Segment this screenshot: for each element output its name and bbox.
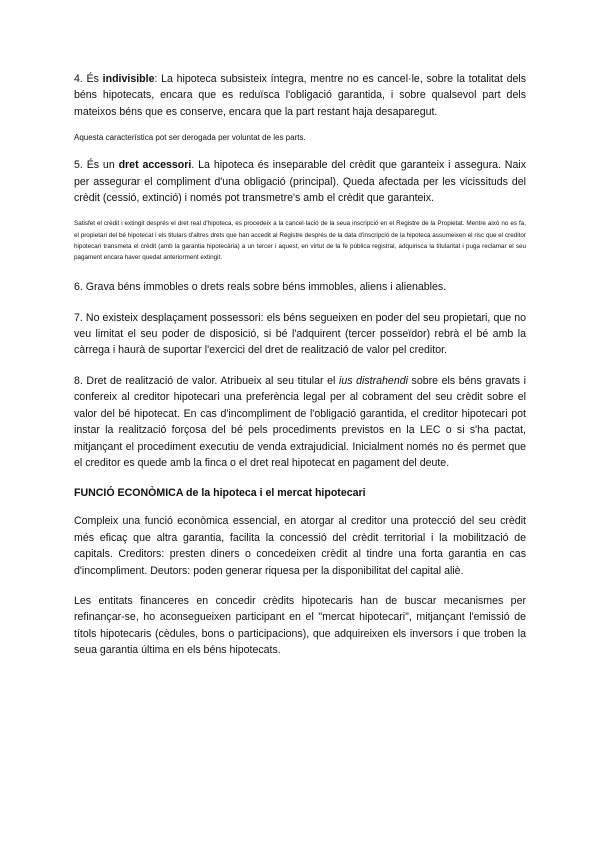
- document-page: [74, 71, 526, 671]
- item-desplacament: 7. No existeix desplaçament possessori: els béns segueixen en poder del seu propietari, que no veu limitat el seu poder de disposició, si bé l'adquirent (tercer posseïdor) rebrà el bé amb la càrrega i haurà de suportar l'exercici del dret de realització de valor pel creditor.: [74, 311, 526, 357]
- paragraph-funcio: Compleix una funció econòmica essencial, en atorgar al creditor una protecció del seu crèdit més eficaç que altra garantia, facilita la concessió del crèdit territorial i la mobilització de capitals. Creditors: presten diners o concedeixen crèdit al tindre una forta garantia en cas d'incompliment. Deutors: poden generar riquesa per la disponibilitat del capital aliè.: [74, 515, 526, 577]
- item-text: sobre els béns gravats i confereix al creditor hipotecari una preferència legal per al cobrament del seu crèdit sobre el valor del bé hipotecat. En cas d'incompliment de l'obligació garantida, el creditor hipotecari pot instar la realització forçosa del bé pels procediments previstos en la LEC o si s'ha pactat, mitjançant el procediment executiu de venda extrajudicial. Inicialment només no és permet que el creditor es quede amb la finca o el dret real hipotecat en pagament del deute.: [74, 374, 527, 469]
- item-grava: 6. Grava béns immobles o drets reals sobre béns immobles, aliens i alienables.: [74, 281, 447, 294]
- item-number: 5. És un: [74, 159, 119, 172]
- item-text: : La hipoteca subsisteix íntegra, mentre no es cancel·le, sobre la totalitat dels béns hipotecats, encara que es reduïsca l'obligació garantida, i sobre qualsevol part dels mateixos béns que es conserve, encara que la part restant haja desaparegut.: [74, 73, 526, 118]
- item-text: 8. Dret de realització de valor. Atribueix al seu titular el: [74, 374, 339, 387]
- note-indivisible: Aquesta característica pot ser derogada per voluntat de les parts.: [74, 133, 306, 143]
- item-indivisible: [74, 71, 526, 120]
- italic-term: ius distrahendi: [339, 374, 408, 387]
- note-accessori: Satisfet el crèdit i extingit després el dret real d'hipoteca, es procedeix a la cancel·lació de la seua inscripció en el Registre de la Propietat. Mentre això no es fa, el propietari del bé hipotecat i els titulars d'altres drets que han accedit al Registre després de la data d'inscripció de la hipoteca assumeixen el risc que el creditor hipotecari transmeta el crèdit (amb la garantia hipotecària) a un tercer i aquest, en virtut de la fe pública registral, adquirisca la titularitat i puga reclamar el seu pagament encara haver quedat anteriorment extingit.: [74, 220, 526, 262]
- item-text: . La hipoteca és inseparable del crèdit que garanteix i assegura. Naix per assegurar el compliment d'una obligació (principal). Queda afectada per les vicissituds del crèdit (cessió, extinció) i només pot transmetre's amb el crèdit que garanteix.: [74, 159, 526, 205]
- paragraph-entitats: Les entitats financeres en concedir crèdits hipotecaris han de buscar mecanismes per refinançar-se, ho aconsegueixen participant en el "mercat hipotecari", mitjançant l'emissió de títols hipotecaris (cèdules, bons o participacions), que adquireixen els inversors i que troben la seua garantia última en els béns hipotecats.: [74, 594, 526, 657]
- item-number: 4. És: [74, 73, 103, 85]
- item-term: indivisible: [102, 73, 155, 85]
- item-accessori: [74, 157, 526, 206]
- item-realitzacio: [74, 373, 526, 471]
- item-term: dret accessori: [118, 159, 192, 172]
- section-heading: FUNCIÓ ECONÒMICA de la hipoteca i el mercat hipotecari: [74, 487, 366, 500]
